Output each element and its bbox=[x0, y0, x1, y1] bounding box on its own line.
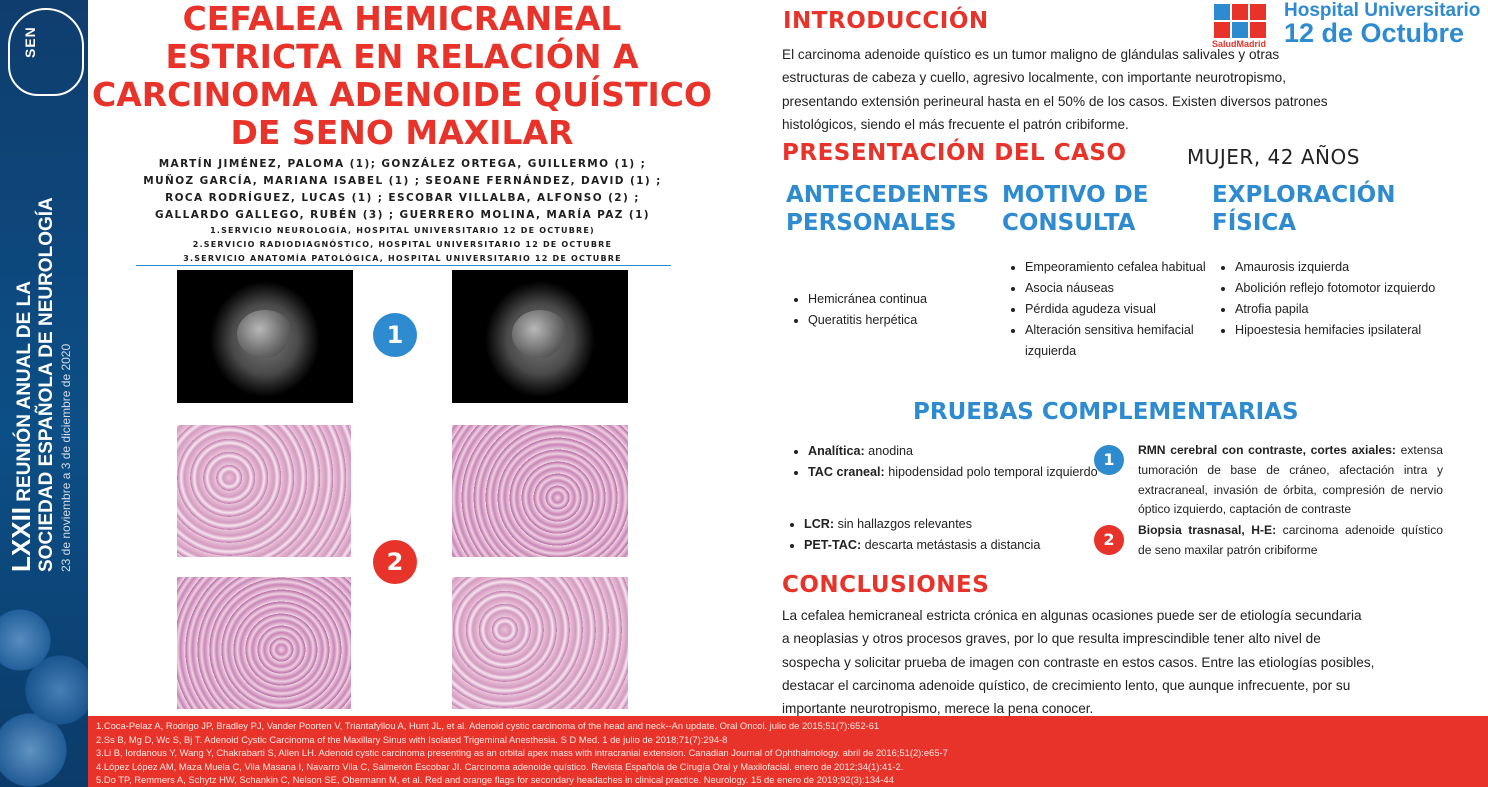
conclusion-line: a neoplasias y otros procesos graves, por lo que resulta imprescindible tener alto nivel de bbox=[782, 631, 1321, 647]
logo-mark bbox=[1232, 22, 1248, 38]
reference-item: 5.Do TP, Remmers A, Schytz HW, Schankin C, Nelson SE, Obermann M, et al. Red and orange flags for secondary headaches in clinical practice. Neurology. 15 de enero de 2019;92(3):134-44 bbox=[96, 774, 894, 786]
antecedentes-list bbox=[786, 289, 1008, 331]
list-item: • TAC craneal: hipodensidad polo temporal izquierdo bbox=[808, 462, 1108, 483]
salud-madrid-label: SaludMadrid bbox=[1212, 39, 1267, 49]
list-item: • Asocia náuseas bbox=[1025, 278, 1210, 299]
list-item: • Analítica: anodina bbox=[808, 441, 1108, 462]
affiliation-line: 3.SERVICIO ANATOMÍA PATOLÓGICA, HOSPITAL UNIVERSITARIO 12 DE OCTUBRE bbox=[183, 254, 622, 263]
hospital-name-line2: 12 de Octubre bbox=[1284, 18, 1465, 48]
histology-image-3 bbox=[177, 577, 351, 709]
patient-info: MUJER, 42 AÑOS bbox=[1187, 145, 1360, 169]
edition-number: LXXII bbox=[6, 506, 36, 572]
logo-mark bbox=[1232, 4, 1248, 20]
hospital-name-line1: Hospital Universitario bbox=[1284, 0, 1481, 21]
conclusion-line: sospecha y solicitar prueba de imagen con contraste en estos casos. Entre las etiologías posibles, bbox=[782, 654, 1375, 670]
list-item: • PET-TAC: descarta metástasis a distancia bbox=[804, 535, 1104, 556]
rmn-result: RMN cerebral con contraste, cortes axiales: extensa tumoración de base de cráneo, afectación intra y extracraneal, invasión de órbita, compresión de nervio óptico izquierdo, captación de contraste bbox=[1138, 443, 1444, 517]
author-line: MUÑOZ GARCÍA, MARIANA ISABEL (1) ; SEOANE FERNÁNDEZ, DAVID (1) ; bbox=[143, 175, 662, 187]
case-heading: PRESENTACIÓN DEL CASO bbox=[782, 140, 1127, 166]
mri-image-left bbox=[177, 270, 353, 403]
sen-logo bbox=[8, 8, 84, 96]
logo-mark bbox=[1250, 4, 1266, 20]
figure-badge-1: 1 bbox=[373, 313, 417, 357]
conclusions-heading: CONCLUSIONES bbox=[782, 572, 990, 598]
biopsy-result: Biopsia trasnasal, H-E: carcinoma adenoide quístico de seno maxilar patrón cribiforme bbox=[1138, 523, 1443, 557]
conference-line-2: SOCIEDAD ESPAÑOLA DE NEUROLOGÍA bbox=[36, 197, 57, 572]
tests-list-1 bbox=[786, 441, 1108, 483]
brain-illustration bbox=[0, 600, 88, 787]
conclusion-line: La cefalea hemicraneal estricta crónica en algunas ocasiones puede ser de etiología secundaria bbox=[782, 608, 1362, 623]
list-item: • Queratitis herpética bbox=[808, 310, 1008, 331]
intro-line: estructuras de cabeza y cuello, agresivo localmente, con importante neurotropismo, bbox=[782, 70, 1286, 86]
author-line: MARTÍN JIMÉNEZ, PALOMA (1); GONZÁLEZ ORTEGA, GUILLERMO (1) ; bbox=[158, 158, 647, 170]
author-line: ROCA RODRÍGUEZ, LUCAS (1) ; ESCOBAR VILLALBA, ALFONSO (2) ; bbox=[165, 192, 640, 204]
affiliations-block bbox=[130, 224, 675, 266]
test-badge-2: 2 bbox=[1094, 525, 1124, 555]
affiliation-line: 2.SERVICIO RADIODIAGNÓSTICO, HOSPITAL UNIVERSITARIO 12 DE OCTUBRE bbox=[192, 240, 613, 249]
conference-line-1: REUNIÓN ANUAL DE LA bbox=[14, 281, 35, 502]
tests-list-2 bbox=[782, 514, 1104, 556]
histology-image-4 bbox=[452, 577, 628, 709]
conclusion-line: importante neurotropismo, merece la pena conocer. bbox=[782, 701, 1094, 717]
mri-image-right bbox=[452, 270, 628, 403]
conference-banner bbox=[0, 0, 88, 787]
logo-mark bbox=[1250, 22, 1266, 38]
test-badge-1: 1 bbox=[1094, 445, 1124, 475]
col-exploracion-heading: EXPLORACIÓN FÍSICA bbox=[1212, 182, 1396, 236]
tests-heading: PRUEBAS COMPLEMENTARIAS bbox=[913, 399, 1299, 425]
logo-mark bbox=[1214, 4, 1230, 20]
col-antecedentes-heading: ANTECEDENTES PERSONALES bbox=[786, 182, 990, 236]
references-footer bbox=[88, 716, 1488, 787]
intro-line: El carcinoma adenoide quístico es un tumor maligno de glándulas salivales y otras bbox=[782, 47, 1280, 62]
conference-dates: 23 de noviembre a 3 de diciembre de 2020 bbox=[59, 343, 73, 572]
list-item: • Alteración sensitiva hemifacial izquierda bbox=[1025, 320, 1210, 362]
poster-title: CEFALEA HEMICRANEAL ESTRICTA EN RELACIÓN A CARCINOMA ADENOIDE QUÍSTICO DE SENO MAXILAR bbox=[92, 0, 713, 152]
list-item: • Pérdida agudeza visual bbox=[1025, 299, 1210, 320]
sen-logo-text: SEN bbox=[22, 26, 38, 58]
histology-image-2 bbox=[452, 425, 628, 557]
intro-line: histológicos, siendo el más frecuente el patrón cribiforme. bbox=[782, 116, 1129, 132]
list-item: • LCR: sin hallazgos relevantes bbox=[804, 514, 1104, 535]
intro-line: presentando extensión perineural hasta en el 50% de los casos. Existen diversos patrones bbox=[782, 93, 1328, 109]
motivo-list bbox=[1003, 257, 1210, 362]
intro-heading: INTRODUCCIÓN bbox=[783, 8, 989, 34]
reference-item: 2.Ss B, Mg D, Wc S, Bj T. Adenoid Cystic Carcinoma of the Maxillary Sinus with Isolated Trigeminal Anesthesia. S D Med. 1 de julio de 2018;71(7):294-8 bbox=[96, 733, 728, 745]
list-item: • Atrofia papila bbox=[1235, 299, 1445, 320]
reference-item: 3.Li B, Iordanous Y, Wang Y, Chakrabarti S, Allen LH. Adenoid cystic carcinoma presenting as an orbital apex mass with intracranial extension. Canadian Journal of Ophthalmology. abril de 2016;51(2):e65-7 bbox=[96, 747, 948, 759]
figure-badge-2: 2 bbox=[373, 540, 417, 584]
exploracion-list bbox=[1213, 257, 1445, 341]
list-item: • Hemicránea continua bbox=[808, 289, 1008, 310]
author-line: GALLARDO GALLEGO, RUBÉN (3) ; GUERRERO MOLINA, MARÍA PAZ (1) bbox=[155, 209, 650, 221]
hospital-logo bbox=[1212, 0, 1482, 48]
reference-item: 1.Coca-Pelaz A, Rodrigo JP, Bradley PJ, Vander Poorten V, Triantafyllou A, Hunt JL, et al. Adenoid cystic carcinoma of the head and neck--An update. Oral Oncol. julio de 2015;51(7):652-61 bbox=[96, 720, 880, 731]
reference-item: 4.López López AM, Maza Muela C, Vila Masana I, Navarro Vila C, Salmerón Escobar JI. Carcinoma adenoide quístico. Revista Española de Cirugía Oral y Maxilofacial. enero de 2012;34(1):41-2. bbox=[96, 760, 904, 772]
list-item: • Empeoramiento cefalea habitual bbox=[1025, 257, 1210, 278]
authors-block bbox=[130, 156, 675, 224]
list-item: • Abolición reflejo fotomotor izquierdo bbox=[1235, 278, 1445, 299]
affiliation-line: 1.SERVICIO NEUROLOGÍA, HOSPITAL UNIVERSITARIO 12 DE OCTUBRE) bbox=[210, 226, 595, 235]
col-motivo-heading: MOTIVO DE CONSULTA bbox=[1002, 182, 1149, 236]
title-divider bbox=[136, 265, 671, 266]
logo-mark bbox=[1214, 22, 1230, 38]
conclusions-text bbox=[782, 604, 1472, 720]
list-item: • Amaurosis izquierda bbox=[1235, 257, 1445, 278]
conclusion-line: destacar el carcinoma adenoide quístico, de crecimiento lento, que aunque infrecuente, por su bbox=[782, 677, 1351, 693]
intro-text bbox=[782, 43, 1422, 136]
histology-image-1 bbox=[177, 425, 351, 557]
list-item: • Hipoestesia hemifacies ipsilateral bbox=[1235, 320, 1445, 341]
conference-title bbox=[6, 197, 74, 572]
